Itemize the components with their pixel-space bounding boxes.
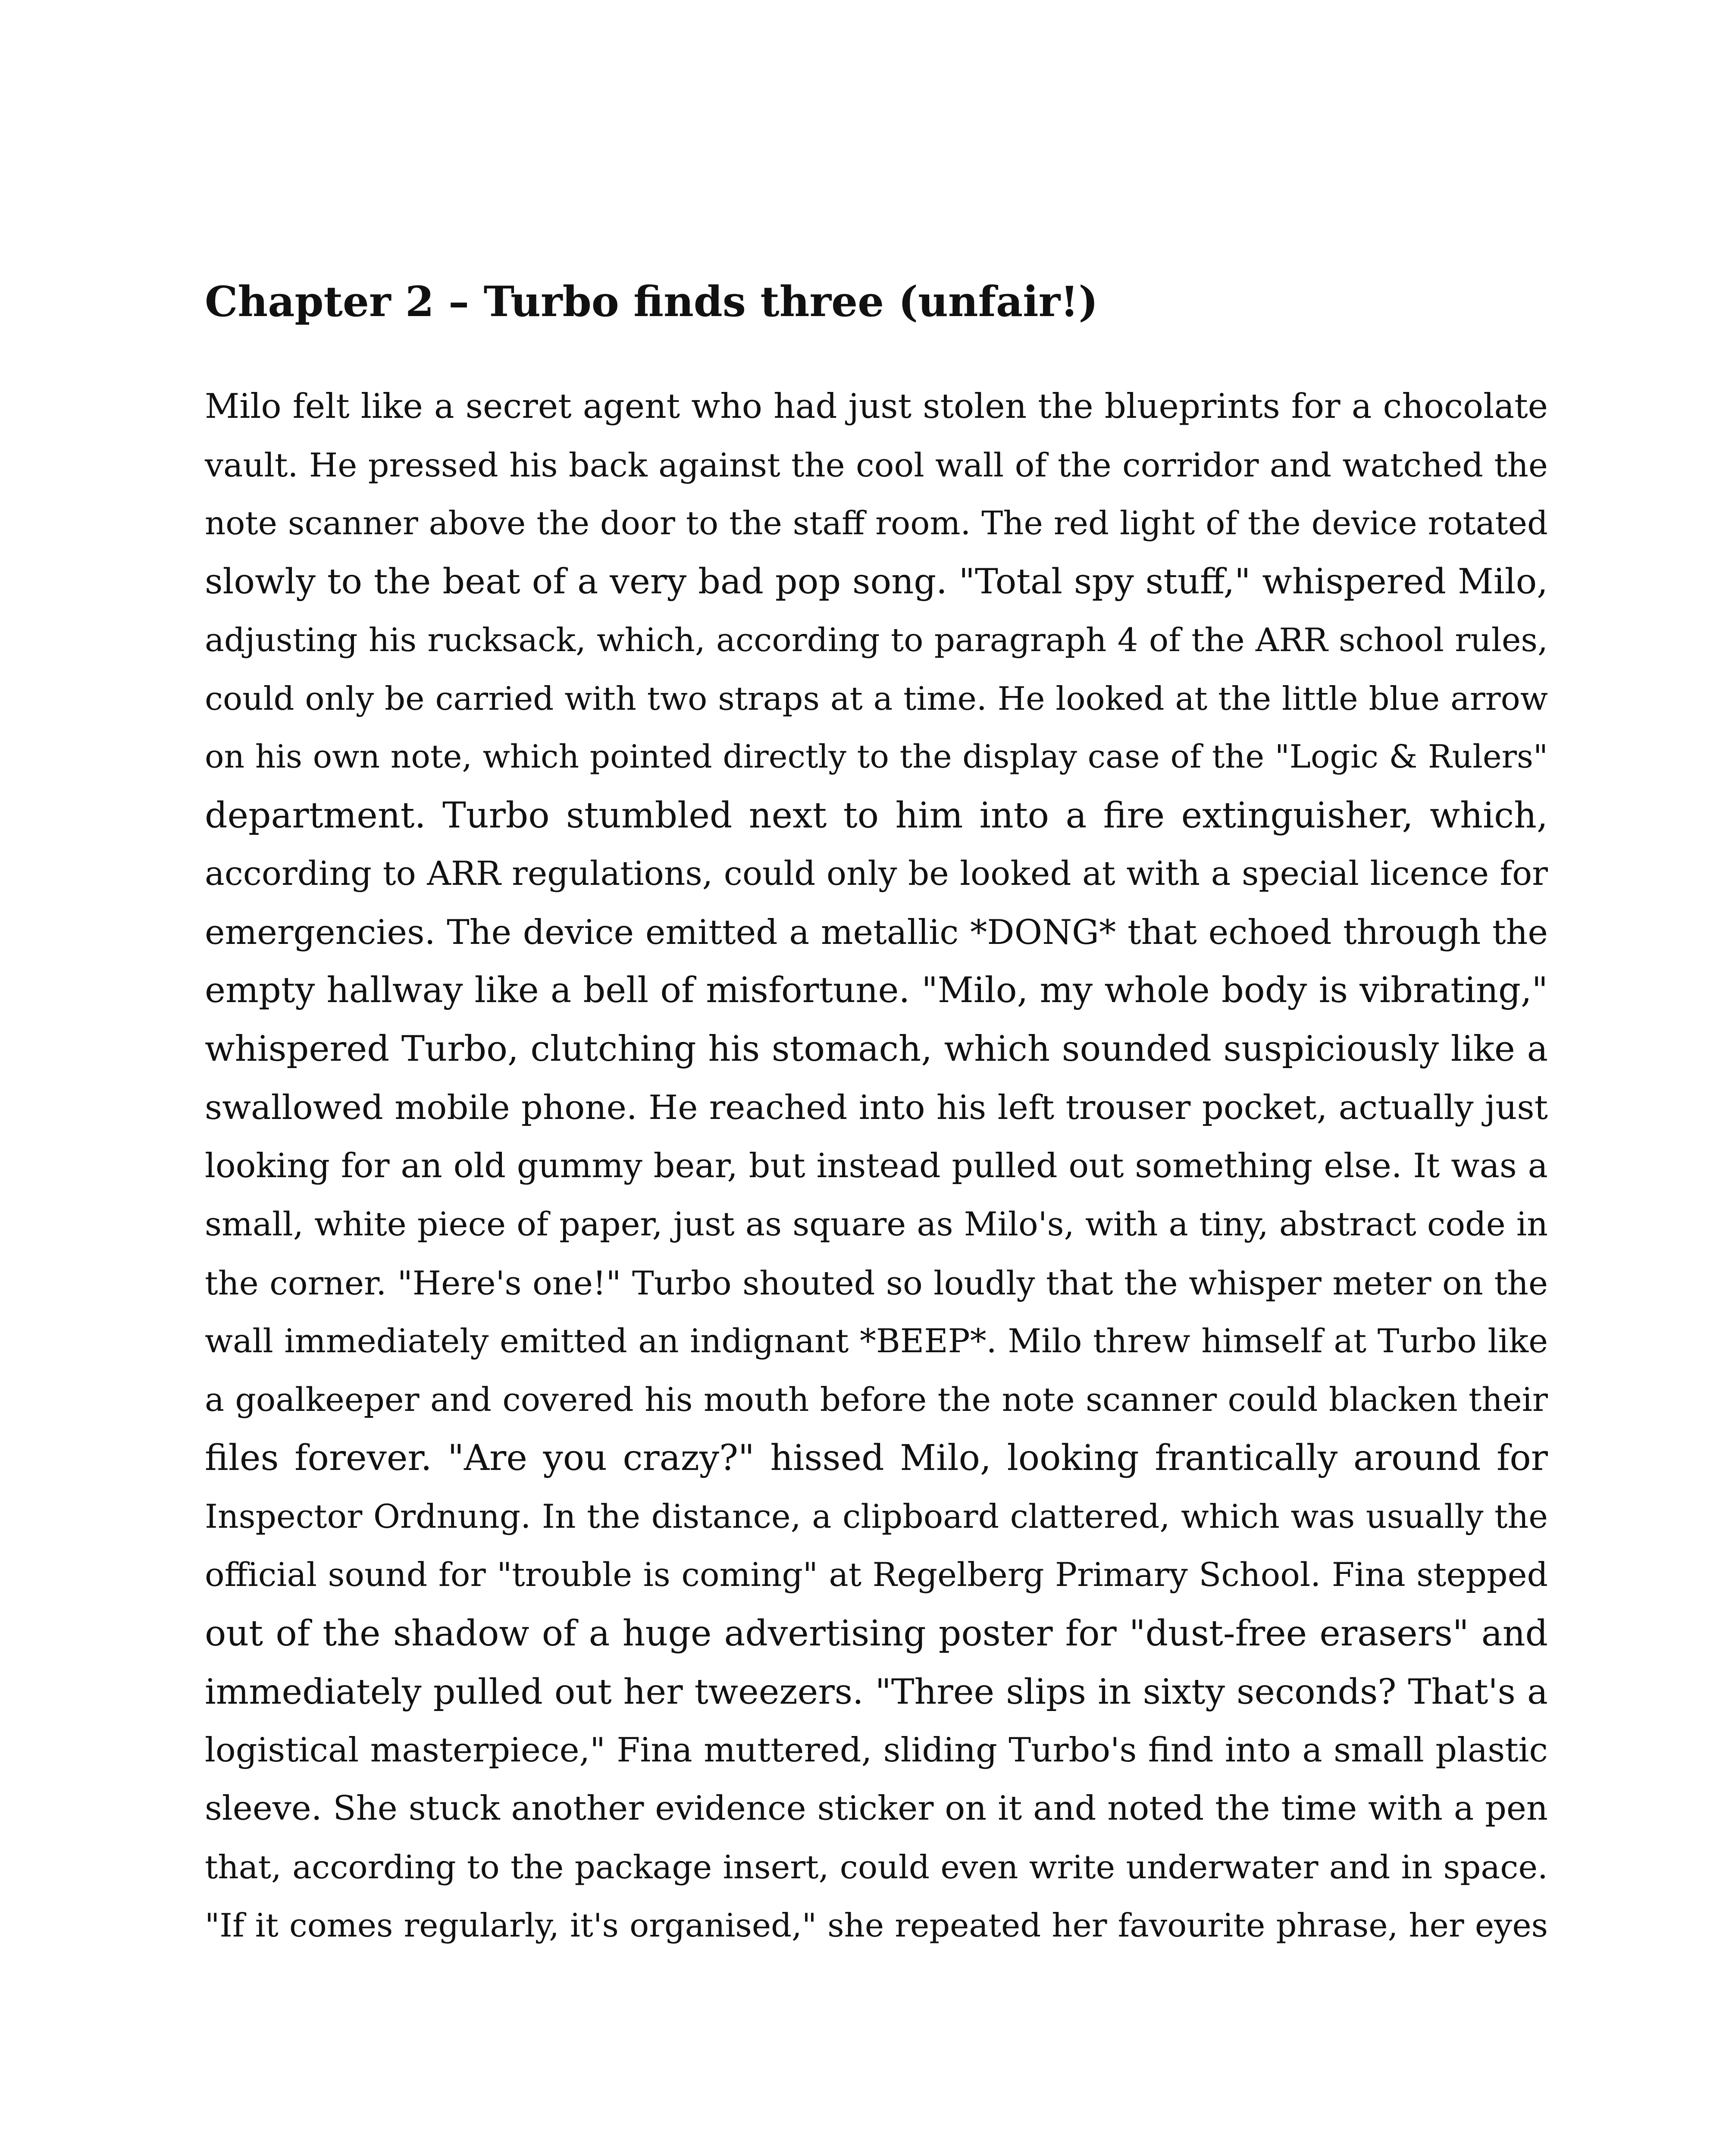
text-line: department. Turbo stumbled next to him into a fire extinguisher, which,: [205, 795, 1548, 836]
text-line: sleeve. She stuck another evidence sticker on it and noted the time with a pen: [205, 1789, 1548, 1828]
text-line: adjusting his rucksack, which, according to paragraph 4 of the ARR school rules,: [205, 621, 1548, 659]
text-line: immediately pulled out her tweezers. "Three slips in sixty seconds? That's a: [205, 1671, 1548, 1712]
text-line: looking for an old gummy bear, but instead pulled out something else. It was a: [205, 1146, 1548, 1185]
text-line: note scanner above the door to the staff room. The red light of the device rotated: [205, 504, 1548, 542]
text-line: Milo felt like a secret agent who had just stolen the blueprints for a chocolate: [205, 387, 1548, 426]
chapter-title: Chapter 2 – Turbo finds three (unfair!): [205, 277, 1098, 326]
page-content: [205, 276, 1548, 1955]
text-line: logistical masterpiece," Fina muttered, sliding Turbo's find into a small plastic: [205, 1730, 1548, 1770]
text-line: slowly to the beat of a very bad pop song. "Total spy stuff," whispered Milo,: [205, 561, 1548, 602]
text-line: whispered Turbo, clutching his stomach, which sounded suspiciously like a: [205, 1028, 1548, 1069]
text-line: on his own note, which pointed directly to the display case of the "Logic & Rulers": [205, 738, 1548, 775]
text-line: empty hallway like a bell of misfortune. "Milo, my whole body is vibrating,": [205, 970, 1548, 1011]
chapter-body-text: [205, 377, 1548, 1955]
text-line: emergencies. The device emitted a metallic *DONG* that echoed through the: [205, 912, 1548, 952]
text-line: that, according to the package insert, could even write underwater and in space.: [205, 1848, 1548, 1886]
text-line: vault. He pressed his back against the cool wall of the corridor and watched the: [205, 445, 1548, 484]
text-line: a goalkeeper and covered his mouth before the note scanner could blacken their: [205, 1380, 1548, 1419]
text-line: could only be carried with two straps at a time. He looked at the little blue arrow: [205, 679, 1548, 718]
text-line: files forever. "Are you crazy?" hissed Milo, looking frantically around for: [205, 1438, 1548, 1479]
text-line: out of the shadow of a huge advertising poster for "dust-free erasers" and: [205, 1613, 1548, 1654]
text-line: Inspector Ordnung. In the distance, a clipboard clattered, which was usually the: [205, 1497, 1548, 1536]
text-line: swallowed mobile phone. He reached into his left trouser pocket, actually just: [205, 1088, 1548, 1127]
text-line: small, white piece of paper, just as square as Milo's, with a tiny, abstract code in: [205, 1205, 1548, 1243]
text-line: according to ARR regulations, could only be looked at with a special licence for: [205, 855, 1548, 893]
text-line: the corner. "Here's one!" Turbo shouted so loudly that the whisper meter on the: [205, 1263, 1548, 1302]
text-line: "If it comes regularly, it's organised," she repeated her favourite phrase, her eyes: [205, 1907, 1548, 1944]
text-line: wall immediately emitted an indignant *BEEP*. Milo threw himself at Turbo like: [205, 1322, 1548, 1360]
text-line: official sound for "trouble is coming" at Regelberg Primary School. Fina stepped: [205, 1556, 1548, 1594]
